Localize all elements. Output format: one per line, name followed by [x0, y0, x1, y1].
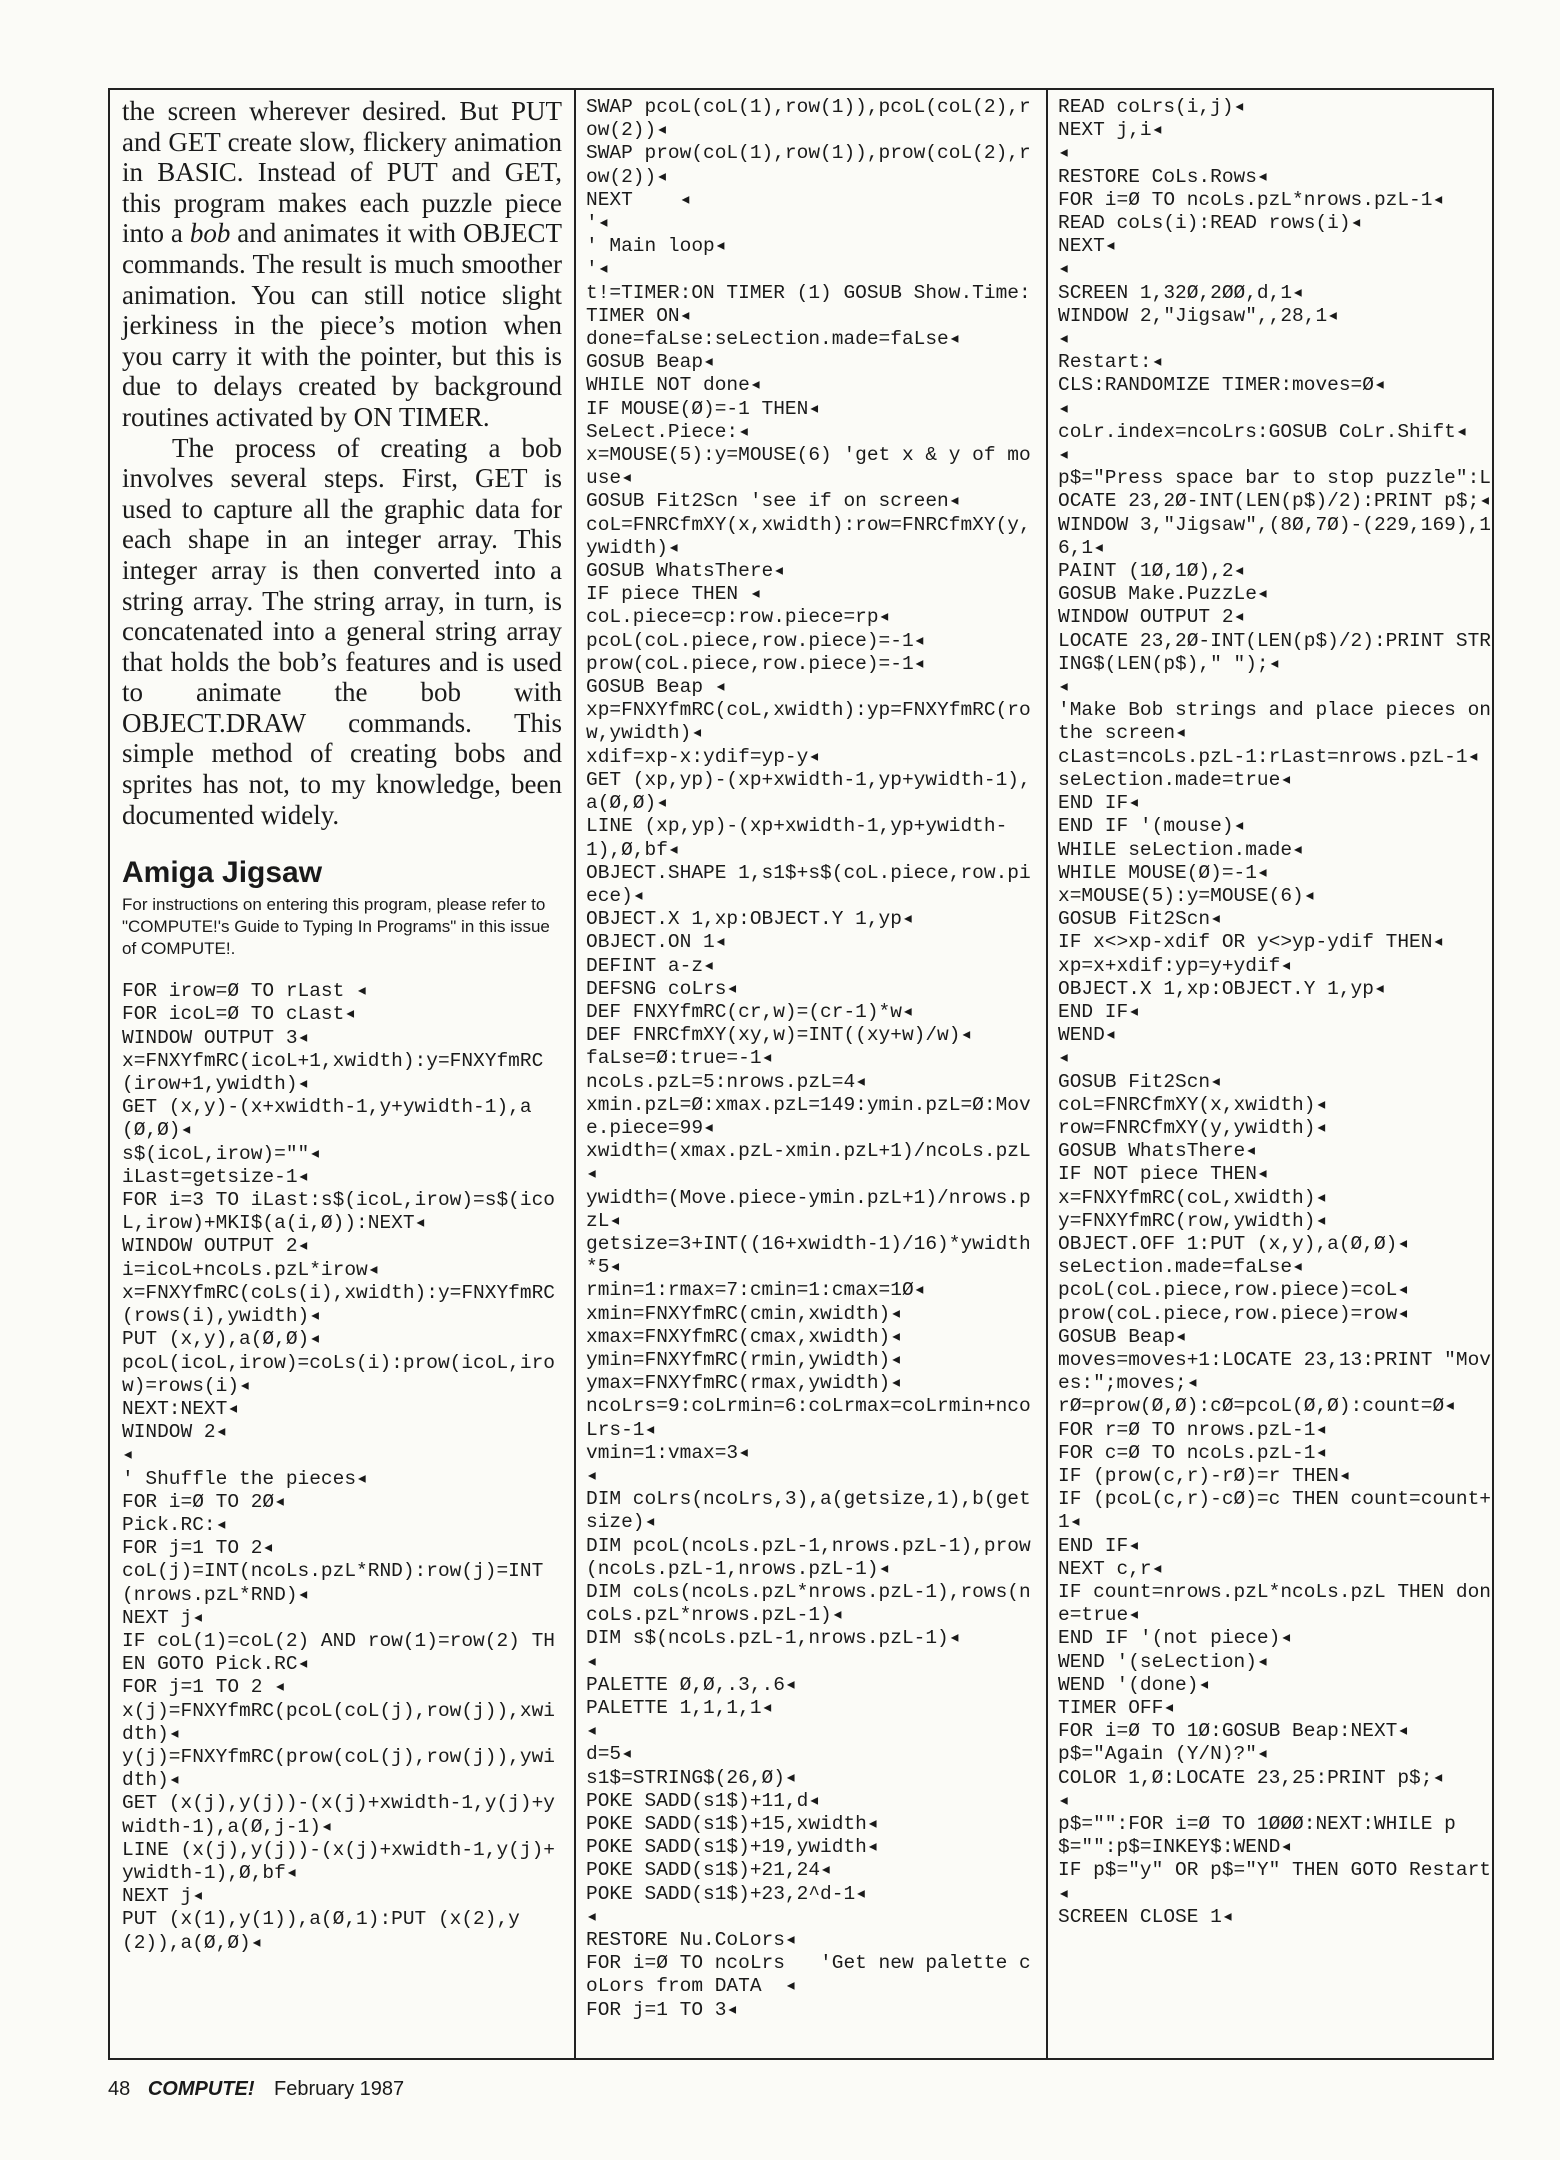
column-rule	[574, 88, 576, 2060]
page-number: 48	[108, 2078, 131, 2100]
listing-note: For instructions on entering this program, please refer to "COMPUTE!'s Guide to Typing In Programs" in this issue of COMPUTE!.	[122, 895, 550, 959]
column-rule	[1046, 88, 1048, 2060]
article-paragraph	[122, 96, 562, 433]
listing-title: Amiga Jigsaw	[122, 856, 323, 890]
text-run: the screen wherever desired. But PUT and GET create slow, flickery animation in BASIC. Instead of PUT and GET, this program makes each puzzle piece into a	[122, 96, 562, 249]
column-2	[586, 96, 1034, 2046]
code-listing-part-1: FOR irow=Ø TO rLast ◂ FOR icoL=Ø TO cLast◂ WINDOW OUTPUT 3◂ x=FNXYfmRC(icoL+1,xwidth):y=FNXYfmRC(irow+1,ywidth)◂ GET (x,y)-(x+xwidth-1,y+ywidth-1),a(Ø,Ø)◂ s$(icoL,irow)=""◂ iLast=getsize-1◂ FOR i=3 TO iLast:s$(icoL,irow)=s$(icoL,irow)+MKI$(a(i,Ø)):NEXT◂ WINDOW OUTPUT 2◂ i=icoL+ncoLs.pzL*irow◂ x=FNXYfmRC(coLs(i),xwidth):y=FNXYfmRC(rows(i),ywidth)◂ PUT (x,y),a(Ø,Ø)◂ pcoL(icoL,irow)=coLs(i):prow(icoL,irow)=rows(i)◂ NEXT:NEXT◂ WINDOW 2◂ ◂ ' Shuffle the pieces◂ FOR i=Ø TO 2Ø◂ Pick.RC:◂ FOR j=1 TO 2◂ coL(j)=INT(ncoLs.pzL*RND):row(j)=INT(nrows.pzL*RND)◂ NEXT j◂ IF coL(1)=coL(2) AND row(1)=row(2) THEN GOTO Pick.RC◂ FOR j=1 TO 2 ◂ x(j)=FNXYfmRC(pcoL(coL(j),row(j)),xwidth)◂ y(j)=FNXYfmRC(prow(coL(j),row(j)),ywidth)◂ GET (x(j),y(j))-(x(j)+xwidth-1,y(j)+ywidth-1),a(Ø,j-1)◂ LINE (x(j),y(j))-(x(j)+xwidth-1,y(j)+ywidth-1),Ø,bf◂ NEXT j◂ PUT (x(1),y(1)),a(Ø,1):PUT (x(2),y(2)),a(Ø,Ø)◂	[122, 980, 555, 1954]
article-text	[122, 96, 562, 830]
article-paragraph	[122, 433, 562, 831]
column-1	[122, 96, 562, 2046]
text-run: The process of creating a bob involves several steps. First, GET is used to capture all the graphic data for each shape in an integer array. This integer array is then converted into a string array. The string array, in turn, is concatenated into a general string array that holds the bob’s features and is used to animate the bob with OBJECT.DRAW commands. This simple method of creating bobs and sprites has not, to my knowledge, been documented widely.	[122, 432, 562, 830]
code-listing-part-3: READ coLrs(i,j)◂ NEXT j,i◂ ◂ RESTORE CoLs.Rows◂ FOR i=Ø TO ncoLs.pzL*nrows.pzL-1◂ READ coLs(i):READ rows(i)◂ NEXT◂ ◂ SCREEN 1,32Ø,2ØØ,d,1◂ WINDOW 2,"Jigsaw",,28,1◂ ◂ Restart:◂ CLS:RANDOMIZE TIMER:moves=Ø◂ ◂ coLr.index=ncoLrs:GOSUB CoLr.Shift◂ ◂ p$="Press space bar to stop puzzle":LOCATE 23,2Ø-INT(LEN(p$)/2):PRINT p$;◂ WINDOW 3,"Jigsaw",(8Ø,7Ø)-(229,169),16,1◂ PAINT (1Ø,1Ø),2◂ GOSUB Make.PuzzLe◂ WINDOW OUTPUT 2◂ LOCATE 23,2Ø-INT(LEN(p$)/2):PRINT STRING$(LEN(p$)," ");◂ ◂ 'Make Bob strings and place pieces on the screen◂ cLast=ncoLs.pzL-1:rLast=nrows.pzL-1◂ seLection.made=true◂ END IF◂ END IF '(mouse)◂ WHILE seLection.made◂ WHILE MOUSE(Ø)=-1◂ x=MOUSE(5):y=MOUSE(6)◂ GOSUB Fit2Scn◂ IF x<>xp-xdif OR y<>yp-ydif THEN◂ xp=x+xdif:yp=y+ydif◂ OBJECT.X 1,xp:OBJECT.Y 1,yp◂ END IF◂ WEND◂ ◂ GOSUB Fit2Scn◂ coL=FNRCfmXY(x,xwidth)◂ row=FNRCfmXY(y,ywidth)◂ GOSUB WhatsThere◂ IF NOT piece THEN◂ x=FNXYfmRC(coL,xwidth)◂ y=FNXYfmRC(row,ywidth)◂ OBJECT.OFF 1:PUT (x,y),a(Ø,Ø)◂ seLection.made=faLse◂ pcoL(coL.piece,row.piece)=coL◂ prow(coL.piece,row.piece)=row◂ GOSUB Beap◂ moves=moves+1:LOCATE 23,13:PRINT "Moves:";moves;◂ rØ=prow(Ø,Ø):cØ=pcoL(Ø,Ø):count=Ø◂ FOR r=Ø TO nrows.pzL-1◂ FOR c=Ø TO ncoLs.pzL-1◂ IF (prow(c,r)-rØ)=r THEN◂ IF (pcoL(c,r)-cØ)=c THEN count=count+1◂ END IF◂ NEXT c,r◂ IF count=nrows.pzL*ncoLs.pzL THEN done=true◂ END IF '(not piece)◂ WEND '(seLection)◂ WEND '(done)◂ TIMER OFF◂ FOR i=Ø TO 1Ø:GOSUB Beap:NEXT◂ p$="Again (Y/N)?"◂ COLOR 1,Ø:LOCATE 23,25:PRINT p$;◂ ◂ p$="":FOR i=Ø TO 1ØØØ:NEXT:WHILE p$="":p$=INKEY$:WEND◂ IF p$="y" OR p$="Y" THEN GOTO Restart◂ SCREEN CLOSE 1◂	[1058, 96, 1492, 1928]
column-3	[1058, 96, 1498, 2046]
code-listing-part-2: SWAP pcoL(coL(1),row(1)),pcoL(coL(2),row(2))◂ SWAP prow(coL(1),row(1)),prow(coL(2),row(2))◂ NEXT ◂ '◂ ' Main loop◂ '◂ t!=TIMER:ON TIMER (1) GOSUB Show.Time:TIMER ON◂ done=faLse:seLection.made=faLse◂ GOSUB Beap◂ WHILE NOT done◂ IF MOUSE(Ø)=-1 THEN◂ SeLect.Piece:◂ x=MOUSE(5):y=MOUSE(6) 'get x & y of mouse◂ GOSUB Fit2Scn 'see if on screen◂ coL=FNRCfmXY(x,xwidth):row=FNRCfmXY(y,ywidth)◂ GOSUB WhatsThere◂ IF piece THEN ◂ coL.piece=cp:row.piece=rp◂ pcoL(coL.piece,row.piece)=-1◂ prow(coL.piece,row.piece)=-1◂ GOSUB Beap ◂ xp=FNXYfmRC(coL,xwidth):yp=FNXYfmRC(row,ywidth)◂ xdif=xp-x:ydif=yp-y◂ GET (xp,yp)-(xp+xwidth-1,yp+ywidth-1),a(Ø,Ø)◂ LINE (xp,yp)-(xp+xwidth-1,yp+ywidth-1),Ø,bf◂ OBJECT.SHAPE 1,s1$+s$(coL.piece,row.piece)◂ OBJECT.X 1,xp:OBJECT.Y 1,yp◂ OBJECT.ON 1◂ DEFINT a-z◂ DEFSNG coLrs◂ DEF FNXYfmRC(cr,w)=(cr-1)*w◂ DEF FNRCfmXY(xy,w)=INT((xy+w)/w)◂ faLse=Ø:true=-1◂ ncoLs.pzL=5:nrows.pzL=4◂ xmin.pzL=Ø:xmax.pzL=149:ymin.pzL=Ø:Move.piece=99◂ xwidth=(xmax.pzL-xmin.pzL+1)/ncoLs.pzL◂ ywidth=(Move.piece-ymin.pzL+1)/nrows.pzL◂ getsize=3+INT((16+xwidth-1)/16)*ywidth*5◂ rmin=1:rmax=7:cmin=1:cmax=1Ø◂ xmin=FNXYfmRC(cmin,xwidth)◂ xmax=FNXYfmRC(cmax,xwidth)◂ ymin=FNXYfmRC(rmin,ywidth)◂ ymax=FNXYfmRC(rmax,ywidth)◂ ncoLrs=9:coLrmin=6:coLrmax=coLrmin+ncoLrs-1◂ vmin=1:vmax=3◂ ◂ DIM coLrs(ncoLrs,3),a(getsize,1),b(getsize)◂ DIM pcoL(ncoLs.pzL-1,nrows.pzL-1),prow(ncoLs.pzL-1,nrows.pzL-1)◂ DIM coLs(ncoLs.pzL*nrows.pzL-1),rows(ncoLs.pzL*nrows.pzL-1)◂ DIM s$(ncoLs.pzL-1,nrows.pzL-1)◂ ◂ PALETTE Ø,Ø,.3,.6◂ PALETTE 1,1,1,1◂ ◂ d=5◂ s1$=STRING$(26,Ø)◂ POKE SADD(s1$)+11,d◂ POKE SADD(s1$)+15,xwidth◂ POKE SADD(s1$)+19,ywidth◂ POKE SADD(s1$)+21,24◂ POKE SADD(s1$)+23,2^d-1◂ ◂ RESTORE Nu.CoLors◂ FOR i=Ø TO ncoLrs 'Get new palette coLors from DATA ◂ FOR j=1 TO 3◂	[586, 96, 1031, 2021]
italic-term: bob	[189, 218, 231, 249]
text-run: and animates it with OBJECT commands. The result is much smoother animation. You can still notice slight jerkiness in the piece’s motion when you carry it with the pointer, but this is due to delays created by background routines activated by ON TIMER.	[122, 218, 562, 432]
magazine-name: COMPUTE!	[147, 2078, 255, 2100]
page-footer	[108, 2078, 404, 2101]
issue-date: February 1987	[274, 2078, 405, 2100]
